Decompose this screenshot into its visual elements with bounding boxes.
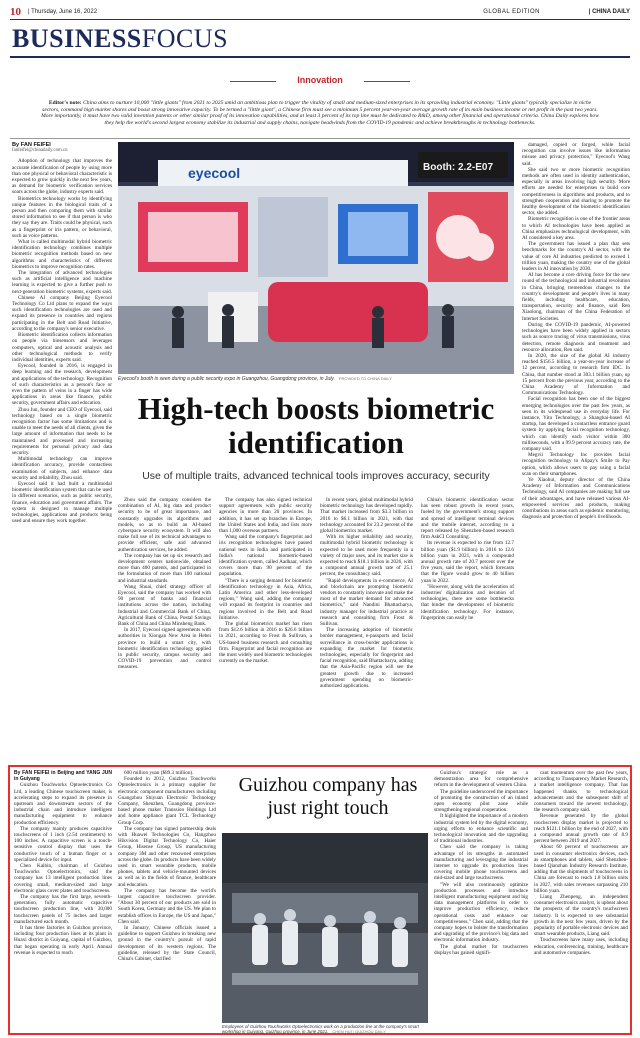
paragraph: The government has issued a plan that sets benchmarks for the country's AI sector, with the value of core AI industries predicted to exceed 1 trillion yuan, making the country one of the global leaders in AI innovation by 2030. — [522, 241, 630, 273]
paragraph: It highlighted the importance of a modern industrial system led by the digital economy, urging efforts to enhance scientific and technological innovation and the upgrading of traditional industries. — [434, 813, 528, 845]
paragraph: "However, along with the acceleration of industries' digitalization and iteration of technologies, there are some bottlenecks that hinder the development of biometric identification technology. For instance, fingerprints can easily be — [421, 583, 514, 621]
paragraph: The guideline underscored the importance of promoting the construction of an inland open economy pilot zone while strengthening regional cooperation. — [434, 788, 528, 814]
photo2-caption-row — [222, 1024, 428, 1034]
story1-column-3 — [219, 497, 312, 760]
story2-column-4 — [534, 770, 628, 1032]
issue-date: | Thursday, June 16, 2022 — [28, 9, 98, 15]
paragraph: Zhou said the company considers the combination of AI, big data and product security to be of great importance, and constantly upgrades its algorithms and models, so as to build an AI-based cyberspace security ecosystem. It will also make full use of its technical advantages to provide efficient, safe and advanced authentication services, he added. — [118, 497, 211, 553]
photo1-caption: Eyecool's booth is seen during a public security expo in Guangzhou, Guangdong province, in July. — [118, 376, 335, 382]
paragraph: Founded in 2012, Guizhou Touchworks Optoelectronics is a primary supplier for electronic component manufacturers including Guangzhou Shiyuan Electronic Technology Company, Shenzhen, Guangdong province-based phone maker Transsion Holdings Ltd and home appliance giant TCL Technology Group Corp. — [118, 776, 216, 826]
story1-column-1 — [12, 142, 112, 760]
paragraph: Liang Zhenpeng, an independent consumer electronics analyst, is upbeat about the prospects of the country's touchscreen industry. It is expected to see substantial growth in the next few years, driven by the popularity of portable electronic devices and smart wearable products, Liang said. — [534, 894, 628, 938]
paragraph: cant momentum over the past few years, according to Transparency Market Research, a market intelligence company. That has happened thanks to technological advancements and the subsequent shift of consumers toward the newest technology, the research company said. — [534, 770, 628, 814]
story1-headline: High-tech boosts biometric identification — [137, 391, 495, 460]
story2-headline: Guizhou company has just right touch — [238, 774, 418, 819]
paragraph: "Rapid developments in e-commerce, AI and blockchain are prompting biometric vendors to constantly innovate and make the most of the market demand for advanced biometrics," said Nandini Bhattacharya, industry manager for industrial practice at research and consulting firm Frost & Sullivan. — [320, 577, 413, 628]
paragraph: Zhou Jun, founder and CEO of Eyecool, said technology based on a single biometric recognition factor has some limitations and is unable to meet the needs of all clients, given the large amount of information that needs to be maintained and processed and increasing requirements for personal privacy and data security. — [12, 406, 112, 456]
story1-deck: Use of multiple traits, advanced technical tools improves accuracy, security — [142, 470, 490, 482]
paragraph: In recent years, global multimodal hybrid biometric technology has developed rapidly. That market increased from $3.3 billion in 2016 to $6.1 billion in 2021, with that technology accounted for 23.2 percent of the global biometrics market. — [320, 497, 413, 535]
photo1-credit: PROVIDED TO CHINA DAILY — [338, 376, 392, 381]
paragraph: "There is a surging demand for biometric identification technology in Asia, Africa, Latin America and other less-developed regions," Wang said, adding the company will expand its footprint in countries and regions involved in the Belt and Road Initiative. — [219, 577, 312, 621]
paragraph: The company has set up six research and development centers nationwide, obtained more than 400 patents, and participated in the formulation of more than 100 national and industrial standards. — [118, 552, 211, 584]
story1-email: fanfeifei@chinadaily.com.cn — [12, 148, 68, 154]
story2-column-2 — [118, 770, 216, 1032]
paragraph: Its revenue is expected to rise from 12.7 billion yuan ($1.9 billion) in 2016 to 12.6 billion yuan in 2021, with a compound annual growth rate of 20.7 percent over the five years, said the report, which forecasts that the figure would grow to 40 billion yuan in 2022. — [421, 540, 514, 584]
paragraph: Facial recognition has been one of the biggest emerging technologies over the past few years, as seen in its widespread use in everyday life. For instance, Yitu Technology, a Shanghai-based AI startup, has developed a contactless entrance guard system by applying facial recognition technology, which can identify each visitor within 300 milliseconds, with a 99.9 percent accuracy rate, the company said. — [522, 396, 630, 452]
story2-byline: By FAN FEIFEI in Beijing and YANG JUN in Guiyang — [14, 770, 112, 783]
paragraph: The increasing adoption of biometric border management, e-passports and facial surveillance in cross-border applications is expanding the market for biometric technologies, especially for fingerprint and facial recognition, said Bhattacharya, adding that the Asia-Pacific region will see the greatest growth due to increased government spending on biometric-authorized applications. — [320, 627, 413, 690]
story1-column-4 — [320, 497, 413, 760]
paragraph: Ye Xiaohui, deputy director of the China Academy of Information and Communications Technology, said AI companies are making full use of their advantages, and have released various AI-empowered services and products, making contributions in areas such as epidemic monitoring, diagnosis and protection of people's livelihoods. — [522, 476, 630, 521]
paragraph: Biometrics technology works by identifying unique features in the biological traits of a person and then comparing them with similar stored information to see if that person is who they say they are. Traits could be physical, such as a fingerprint or iris pattern, or behavioral, such as voice patterns. — [12, 195, 112, 239]
paragraph: The company mainly produces capacitive touchscreens of 1 inch (2.54 centimeters) to 100 inches. A capacitive screen is a touch-sensitive control display that uses the conductive touch of a human finger or a specialized device for input. — [14, 825, 112, 863]
edition-label: GLOBAL EDITION — [483, 9, 540, 15]
paragraph: Chen Kaibin, chairman of Guizhou Touchworks Optoelectronics, said the company has 13 intelligent production lines covering small, medium-sized and large electronic glass cover plates and touchscreens. — [14, 863, 112, 894]
note-rule — [10, 138, 630, 139]
paragraph: Multimodal technology can improve identification accuracy, provide contactless examination of subjects, and enhance data security and reliability, Zhou said. — [12, 456, 112, 481]
paragraph: The global market for touchscreen displays has gained signifi- — [434, 943, 528, 956]
paragraph: Wang said the company's fingerprint and iris recognition technologies have passed national tests in India and participated in India's national biometric-based identification system, called Aadhaar, which covers more than 90 percent of the population. — [219, 534, 312, 578]
section-brand: BUSINESSFOCUS — [12, 24, 229, 53]
paragraph: Eyecool said it had built a multimodal biometric identification system that can be used in different scenarios, such as public security, finance, education and government affairs. The system is designed to manage multiple technologies, applications and products being used and ensure they work together. — [12, 480, 112, 525]
paragraph: AI has become a core driving force for the new round of the technological and industrial revolution in China, bringing tremendous changes to the country's development and people's lives in many fields, including healthcare, education, transportation, security and finance, said Ren Xiaolong, chairman of the China Federation of Internet Societies. — [522, 272, 630, 322]
editors-note — [40, 100, 600, 126]
paragraph: "We will also continuously optimize production processes and introduce intelligent manufacturing equipment and big data management platforms in order to improve production efficiency, reduce operational costs and enhance our competitiveness," Chen said, adding that the company hopes to bolster the transformation and upgrading of the province's big data and electronic information industry. — [434, 881, 528, 944]
photo2-credit: CHEN HUI / GUIZHOU DAILY — [332, 1029, 386, 1034]
page-number: 10 — [10, 6, 21, 18]
story1-column-4b — [421, 497, 514, 760]
paragraph: The company has the first large, seventh-generation, fully automatic capacitive touchscreen production line, with 30,000 touchscreen panels of 75 inches and larger manufactured each month. — [14, 894, 112, 925]
header-rule — [10, 19, 630, 20]
story1-byline: By FAN FEIFEI — [12, 142, 51, 148]
newspaper-name: | CHINA DAILY — [588, 9, 630, 15]
paragraph: The company has signed partnership deals with Huawei Technologies Co, Hangzhou Hikvision Digital Technology Co, Haier Group, Hisense Group, US manufacturing company 3M and other renowned enterprises across the globe. Its products have been widely used in smart wearable products, mobile phones, tablets and vehicle-mounted devices as well as in the fields of finance, healthcare and education. — [118, 825, 216, 888]
story2-column-1 — [14, 770, 112, 1032]
paragraph: China's biometric identification sector has seen robust growth in recent years, fueled by the government's strong support and spread of intelligent terminal devices and the mobile internet, according to a report released by Shenzhen-based research firm AskCI Consulting. — [421, 497, 514, 541]
paragraph: Touchscreens have many uses, including education, conferencing, training, healthcare and automotive companies. — [534, 937, 628, 956]
paragraph: Biometric recognition is one of the frontier areas to which AI technologies have been applied as China emphasizes technological development, with AI considered a key area. — [522, 216, 630, 242]
paragraph: Eyecool, founded in 2016, is engaged in deep learning and the research, development and applications of the technology. Recognition of such characteristics as a person's face or even the pattern of veins in a finger has wide applications in areas like finance, public security, government affairs and education. — [12, 363, 112, 407]
paragraph: She said two or more biometric recognition methods are often used in identity authentication, especially in areas involving high security. More efforts are needed for enterprises to build core competitiveness in algorithms and products, and to strengthen cooperation and sharing to promote the healthy development of the biometric identification sector, she added. — [522, 166, 630, 217]
editors-note-text: China aims to nurture 10,000 "little giants" from 2021 to 2025 amid an ambitious plan to trigger the vitality of small and medium-sized enterprises in its sprawling industrial economy. "Little giants" typically specialize in niche sectors, command high market shares and boast strong innovative capacity. To be termed a "little giant", a Chinese firm must see a minimum 5 percent year-on-year average growth rate of its main business income or net profit in the past two years. More importantly, it must have two valid invention patents or other similar proof of its innovation capabilities, and at least 3 percent of its top line must be dedicated to R&D, among other financial and operational criteria. China Daily explores how they help the world's second largest economy stabilize its industrial and supply chains, navigate headwinds from the COVID-19 pandemic and achieve breakthroughs in technology bottlenecks. — [41, 100, 599, 126]
booth-number-sign: Booth: 2.2-E07 — [423, 162, 494, 173]
paragraph: Chen said the company is taking advantage of its strengths in automated manufacturing and leveraging the industrial internet to upgrade its production lines covering mobile phone touchscreens and mid-sized and large touchscreens. — [434, 844, 528, 882]
touchworks-workshop-photo — [222, 833, 428, 1023]
paragraph: The integration of advanced technologies such as artificial intelligence and machine learning is expected to give a further push to next-generation biometric systems, experts said. — [12, 270, 112, 295]
paragraph: During the COVID-19 pandemic, AI-powered technologies have been widely applied in sectors such as source tracing of virus transmissions, virus detection, remote diagnosis and treatment and resource allocation, Ren said. — [522, 321, 630, 353]
section-title: Innovation — [297, 75, 343, 85]
paragraph: Guizhou's strategic role as a demonstration area for comprehensive reform in the development of western China. — [434, 770, 528, 789]
photo2-caption: Employees of Guizhou Touchworks Optoelectronics work on a production line at the company's smart workshop in Guiyang, Guizhou province, in June 2021. — [222, 1024, 419, 1034]
paragraph: With its higher reliability and security, multimodal hybrid biometric technology is expected to be used more frequently in a variety of major uses, and its market size is expected to reach $18.1 billion in 2026, with a compound annual growth rate of 25.1 percent, the consultancy said. — [320, 534, 413, 578]
paragraph: Biometric identification collects information on people via biosensors and leverages computers, optical and acoustic analysis and other technological methods to verify individual identities, experts said. — [12, 332, 112, 363]
paragraph: The company has become the world's largest capacitive touchscreen provider. "About 30 percent of our products are sold in South Korea, Germany and the US. We plan to establish offices in Europe, the US and Japan," Chen said. — [118, 887, 216, 925]
paragraph: In 2017, Eyecool signed agreements with authorities in Xiongan New Area in Hebei province to build a smart city, with biometric identification technology applied in public security, campus security and COVID-19 prevention and control measures. — [118, 627, 211, 671]
paragraph: Revenue generated by the global touchscreen display market is projected to reach $121.1 billion by the end of 2027, with a compound annual growth rate of 8.9 percent between 2019 and 2027. — [534, 813, 628, 845]
story1-column-2 — [118, 497, 211, 760]
editors-note-label: Editor's note: — [48, 100, 82, 106]
paragraph: About 60 percent of touchscreens are used in consumer electronics devices, such as smartphones and tablets, said Shenzhen-based Qianzhan Industry Research Institute, adding that the shipments of touchscreens in China are forecast to reach 1.8 billion units in 2027, with sales revenues surpassing 210 billion yuan. — [534, 844, 628, 894]
paragraph: damaged, copied or forged, while facial recognition can involve issues like information misuse and privacy protection," Eyecool's Wang said. — [522, 142, 630, 167]
paragraph: What is called multimodal hybrid biometric identification technology combines multiple biometric recognition methods based on new algorithms and characteristics of different biometrics to improve recognition rates. — [12, 239, 112, 270]
story1-column-5 — [522, 142, 630, 760]
story2-column-3 — [434, 770, 528, 1032]
paragraph: 600 million yuan ($89.3 million). — [124, 770, 194, 776]
svg-text:eyecool: eyecool — [188, 165, 241, 181]
page-header — [10, 6, 630, 18]
paragraph: The global biometrics market has risen from $12.6 billion in 2016 to $26.6 billion in 2021, according to Frost & Sullivan, a US-based business research and consulting firm. Fingerprint and facial recognition are the most widely used biometric technologies currently on the market. — [219, 621, 312, 665]
section-line-right — [364, 81, 410, 82]
paragraph: Guizhou Touchworks Optoelectronics Co Ltd, a leading Chinese touchscreen maker, is accelerating steps to expand its presence in upstream and downstream sectors of the industrial chain and introduce intelligent manufacturing equipment to enhance production efficiency. — [14, 782, 112, 826]
paragraph: In 2020, the size of the global AI industry reached $156.5 billion, a year-on-year increase of 12 percent, according to research firm IDC. In China, that number stood at 303.1 billion yuan, up 15 percent from the previous year, according to the China Academy of Information and Communications Technology. — [522, 352, 630, 397]
brand-rule — [10, 56, 630, 58]
workshop-illustration — [222, 833, 428, 1023]
booth-illustration — [118, 142, 514, 374]
paragraph: Megvii Technology Inc provides facial recognition technology to Alipay's Smile to Pay option, which allows users to pay using a facial scan on their smartphones. — [522, 452, 630, 477]
paragraph: It has three factories in Guizhou province, including four production lines at its plant in Huaxi district in Guiyang, capital of Guizhou, that began operating in early April. Annual revenue is expected to reach — [14, 925, 112, 956]
paragraph: In January, Chinese officials issued a guideline to support Guizhou in breaking new ground in the country's pursuit of rapid development of its western regions. The guideline, released by the State Council, China's Cabinet, clarified — [118, 925, 216, 963]
paragraph: Wang Shuai, chief strategy officer of Eyecool, said the company has worked with 90 percent of banks and financial institutions across the nation, including Industrial and Commercial Bank of China, Agricultural Bank of China, Postal Savings Bank of China and China Minsheng Bank. — [118, 583, 211, 628]
paragraph: Adoption of technology that improves the accurate identification of people by using more than one physical or behavioral characteristic is expected to grow quickly in the next few years, as demand for biometric verification services soars across the globe, industry experts said. — [12, 158, 112, 196]
paragraph: Chinese AI company Beijing Eyecool Technology Co Ltd plans to expand the ways such identification technologies are used and expand its presence in countries and regions participating in the Belt and Road Initiative, according to the company's senior executive. — [12, 294, 112, 332]
eyecool-booth-photo — [118, 142, 514, 374]
photo1-caption-row — [118, 376, 514, 382]
paragraph: The company has also signed technical support agreements with public security agencies in more than 20 provinces. In addition, it has set up branches in Europe, the United States and India, and lists more than 1,000 overseas partners. — [219, 497, 312, 535]
